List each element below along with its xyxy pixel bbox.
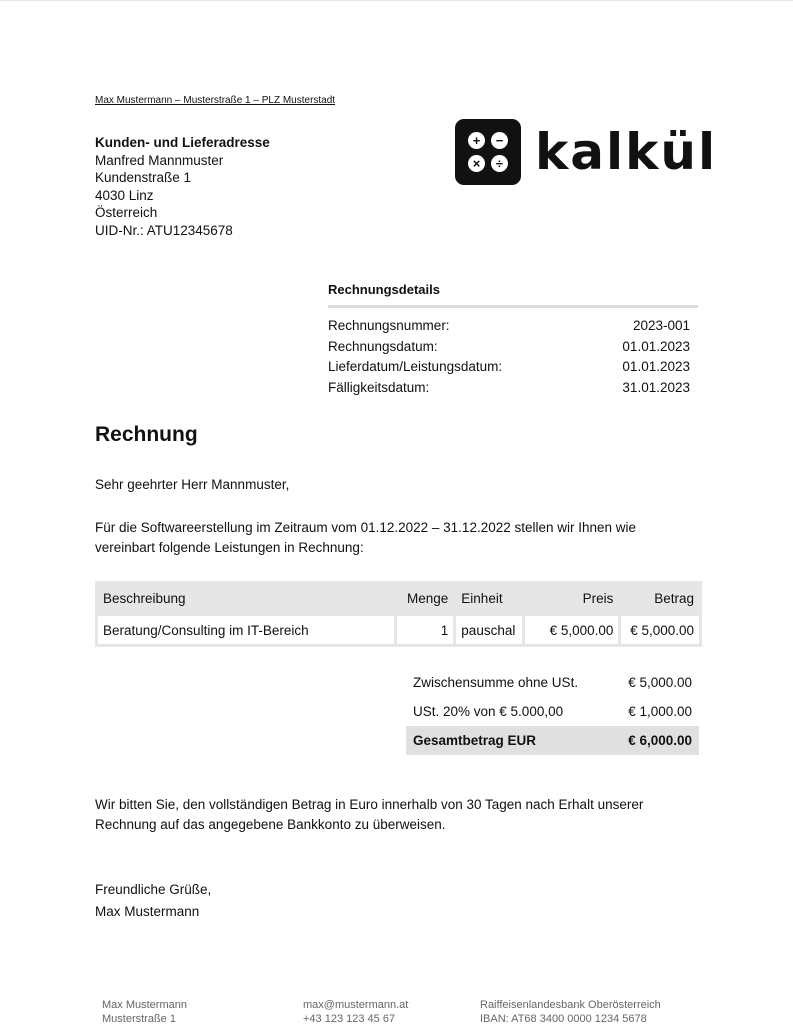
cell-qty: 1: [397, 616, 453, 644]
tax-label: USt. 20% von € 5.000,00: [413, 704, 564, 719]
details-title: Rechnungsdetails: [328, 282, 440, 297]
footer-bank: [480, 998, 661, 1026]
recipient-line: 4030 Linz: [95, 187, 154, 203]
payment-line: Wir bitten Sie, den vollständigen Betrag in Euro innerhalb von 30 Tagen nach Erhalt unserer: [95, 797, 644, 812]
page-top-border: [0, 0, 793, 1]
footer-phone: +43 123 123 45 67: [303, 1013, 396, 1025]
footer-iban: IBAN: AT68 3400 0000 1234 5678: [480, 1013, 647, 1025]
recipient-line: Kundenstraße 1: [95, 170, 192, 186]
grand-total-label: Gesamtbetrag EUR: [413, 733, 537, 748]
closing: [95, 879, 211, 923]
details-value: 01.01.2023: [622, 338, 690, 354]
details-label: Fälligkeitsdatum:: [328, 379, 430, 395]
cell-unit: pauschal: [456, 616, 522, 644]
footer-line: Musterstraße 1: [102, 1013, 176, 1025]
intro-text: [95, 518, 636, 557]
intro-line: Für die Softwareerstellung im Zeitraum vom 01.12.2022 – 31.12.2022 stellen wir Ihnen wie: [95, 520, 637, 535]
intro-line: vereinbart folgende Leistungen in Rechnung:: [95, 539, 364, 555]
header-description: Beschreibung: [103, 591, 186, 606]
header-amount: Betrag: [654, 591, 694, 606]
grand-total-row: [406, 726, 699, 755]
details-row: [328, 339, 698, 360]
calculator-icon: [455, 119, 521, 185]
closing-greeting: Freundliche Grüße,: [95, 882, 212, 897]
details-row: [328, 359, 698, 380]
recipient-heading: Kunden- und Lieferadresse: [95, 135, 270, 150]
details-label: Rechnungsnummer:: [328, 318, 450, 333]
header-price: Preis: [582, 591, 614, 606]
header-qty: Menge: [407, 591, 449, 606]
details-row: [328, 318, 698, 339]
sender-return-address: Max Mustermann – Musterstraße 1 – PLZ Musterstadt: [95, 95, 336, 106]
payment-line: Rechnung auf das angegebene Bankkonto zu überweisen.: [95, 816, 446, 832]
recipient-line: Manfred Mannmuster: [95, 152, 224, 168]
details-value: 2023-001: [632, 318, 690, 333]
plus-symbol: +: [468, 132, 485, 149]
footer-address: [102, 998, 187, 1026]
payment-instructions: [95, 795, 643, 834]
recipient-address: [95, 134, 270, 240]
tax-row: [406, 697, 699, 726]
details-row: [328, 380, 698, 401]
times-symbol: ×: [468, 155, 485, 172]
cell-amount: € 5,000.00: [621, 616, 699, 644]
details-value: 01.01.2023: [622, 359, 690, 374]
divide-symbol: ÷: [491, 155, 508, 172]
cell-description: Beratung/Consulting im IT-Bereich: [98, 616, 394, 644]
line-items-table: [95, 581, 702, 647]
details-divider: [328, 305, 698, 308]
totals-block: [406, 668, 699, 755]
footer-email: max@mustermann.at: [303, 999, 409, 1011]
logo-wordmark: kalkül: [535, 123, 718, 181]
header-unit: Einheit: [461, 591, 503, 606]
grand-total-value: € 6,000.00: [628, 733, 692, 748]
details-label: Lieferdatum/Leistungsdatum:: [328, 359, 503, 374]
recipient-line: UID-Nr.: ATU12345678: [95, 222, 233, 238]
cell-price: € 5,000.00: [525, 616, 618, 644]
invoice-heading: Rechnung: [95, 423, 198, 446]
minus-symbol: −: [491, 132, 508, 149]
subtotal-row: [406, 668, 699, 697]
subtotal-label: Zwischensumme ohne USt.: [413, 675, 579, 690]
invoice-details: [328, 282, 698, 400]
footer-line: Max Mustermann: [102, 999, 187, 1011]
table-header-row: [98, 584, 699, 613]
footer-bank-name: Raiffeisenlandesbank Oberösterreich: [480, 999, 661, 1011]
details-label: Rechnungsdatum:: [328, 338, 438, 354]
salutation: Sehr geehrter Herr Mannmuster,: [95, 477, 290, 492]
table-row: [98, 616, 699, 644]
closing-signature: Max Mustermann: [95, 904, 200, 919]
subtotal-value: € 5,000.00: [628, 675, 692, 690]
details-value: 31.01.2023: [622, 379, 690, 395]
recipient-line: Österreich: [95, 205, 158, 221]
footer-contact: [303, 998, 408, 1026]
tax-value: € 1,000.00: [628, 704, 692, 719]
company-logo: [455, 119, 717, 185]
